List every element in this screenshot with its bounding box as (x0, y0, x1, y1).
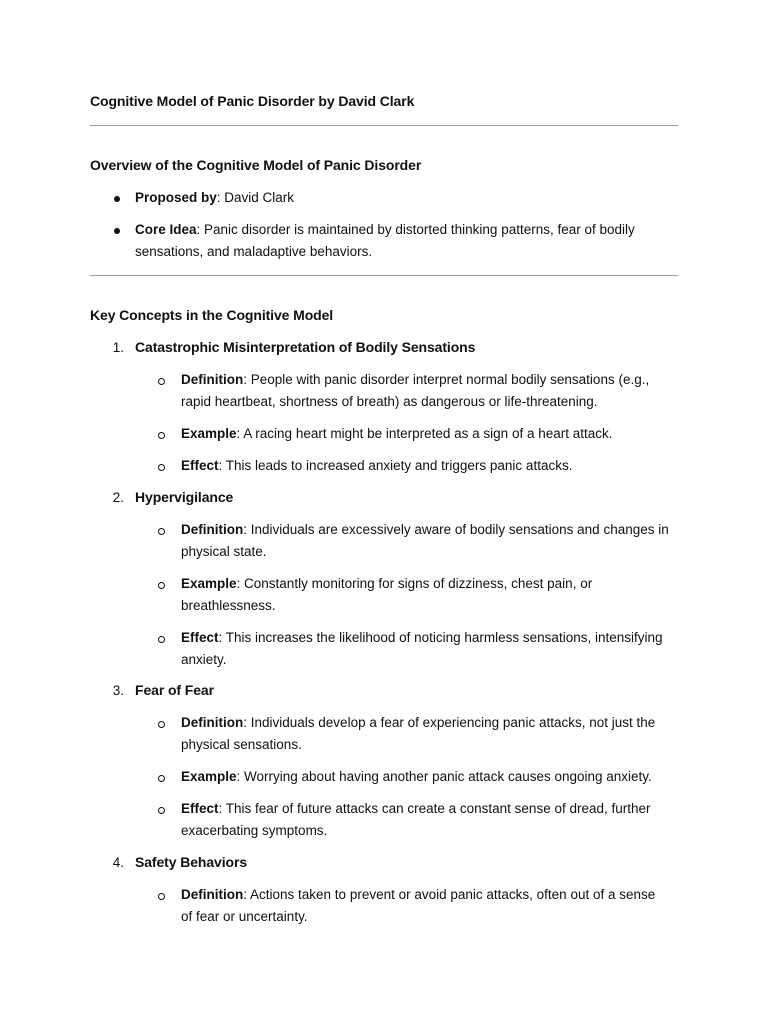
core-idea-item (135, 219, 635, 263)
circle-bullet-icon (158, 893, 165, 900)
item-text: : This increases the likelihood of noticing harmless sensations, intensifying (218, 630, 663, 645)
item-label: Effect (181, 458, 219, 473)
list-item (181, 369, 649, 413)
item-text: : Constantly monitoring for signs of dizziness, chest pain, or (236, 576, 593, 591)
item-label: Example (181, 769, 237, 784)
list-item (181, 884, 655, 928)
concept-title: Hypervigilance (135, 489, 234, 505)
circle-bullet-icon (158, 464, 165, 471)
circle-bullet-icon (158, 528, 165, 535)
concept-title: Safety Behaviors (135, 854, 248, 870)
item-text: : People with panic disorder interpret normal bodily sensations (e.g., (243, 372, 650, 387)
circle-bullet-icon (158, 432, 165, 439)
list-item (181, 573, 592, 617)
key-concepts-heading: Key Concepts in the Cognitive Model (90, 307, 334, 323)
item-text-cont: anxiety. (181, 652, 227, 667)
bullet-icon (114, 228, 120, 234)
circle-bullet-icon (158, 378, 165, 385)
list-item (181, 712, 655, 756)
item-text-cont: rapid heartbeat, shortness of breath) as dangerous or life-threatening. (181, 394, 598, 409)
item-text: : This fear of future attacks can create a constant sense of dread, further (218, 801, 651, 816)
item-text: : A racing heart might be interpreted as a sign of a heart attack. (236, 426, 613, 441)
overview-heading: Overview of the Cognitive Model of Panic Disorder (90, 157, 422, 173)
item-label: Effect (181, 801, 219, 816)
item-text-cont: breathlessness. (181, 598, 276, 613)
list-number: 4. (112, 855, 124, 870)
concept-title: Catastrophic Misinterpretation of Bodily Sensations (135, 339, 476, 355)
list-item (181, 798, 651, 842)
item-label: Definition (181, 715, 244, 730)
item-label: Effect (181, 630, 219, 645)
circle-bullet-icon (158, 721, 165, 728)
proposed-by-text: : David Clark (216, 190, 295, 205)
item-text-cont: physical state. (181, 544, 267, 559)
list-item (181, 766, 652, 788)
list-item (181, 519, 669, 563)
document-title: Cognitive Model of Panic Disorder by David Clark (90, 93, 415, 109)
item-label: Definition (181, 887, 244, 902)
item-label: Definition (181, 522, 244, 537)
list-number: 3. (112, 683, 124, 698)
concept-title: Fear of Fear (135, 682, 214, 698)
bullet-icon (114, 196, 120, 202)
item-label: Definition (181, 372, 244, 387)
core-idea-label: Core Idea (135, 222, 197, 237)
item-text: : Worrying about having another panic attack causes ongoing anxiety. (236, 769, 652, 784)
list-item (181, 627, 663, 671)
proposed-by-label: Proposed by (135, 190, 217, 205)
item-label: Example (181, 576, 237, 591)
list-item (181, 423, 613, 445)
divider (90, 275, 678, 276)
divider (90, 125, 678, 126)
core-idea-text: : Panic disorder is maintained by distorted thinking patterns, fear of bodily (196, 222, 635, 237)
proposed-by-item (135, 187, 294, 209)
list-item (181, 455, 572, 477)
item-text: : Individuals develop a fear of experiencing panic attacks, not just the (243, 715, 656, 730)
circle-bullet-icon (158, 807, 165, 814)
item-text-cont: exacerbating symptoms. (181, 823, 328, 838)
list-number: 2. (112, 490, 124, 505)
core-idea-text-cont: sensations, and maladaptive behaviors. (135, 244, 373, 259)
item-text-cont: of fear or uncertainty. (181, 909, 308, 924)
item-label: Example (181, 426, 237, 441)
item-text: : Individuals are excessively aware of bodily sensations and changes in (243, 522, 669, 537)
item-text: : This leads to increased anxiety and triggers panic attacks. (218, 458, 573, 473)
item-text-cont: physical sensations. (181, 737, 302, 752)
circle-bullet-icon (158, 582, 165, 589)
circle-bullet-icon (158, 636, 165, 643)
list-number: 1. (112, 340, 124, 355)
item-text: : Actions taken to prevent or avoid panic attacks, often out of a sense (243, 887, 656, 902)
circle-bullet-icon (158, 775, 165, 782)
